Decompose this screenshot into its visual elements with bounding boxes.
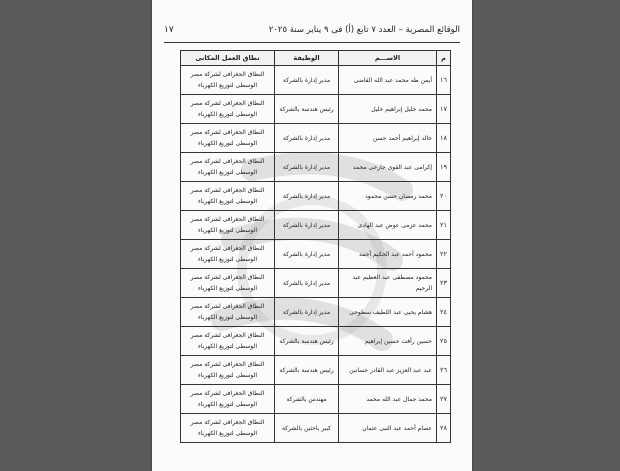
row-name: هشام يحيى عبد اللطيف سطوحى: [339, 298, 437, 327]
table-header-row: [181, 51, 451, 66]
document-page: [152, 0, 472, 471]
table-row: [181, 356, 451, 385]
row-job: رئيس هندسة بالشركة: [275, 95, 339, 124]
row-job: مدير إدارة بالشركة: [275, 240, 339, 269]
row-name: عبد عبد العزيز عبد القادر حسانين: [339, 356, 437, 385]
row-scope: النطاق الجغرافى لشركة مصر الوسطى لتوزيع الكهرباء: [181, 211, 275, 240]
gazette-title: الوقائع المصرية – العدد ٧ تابع (أ) فى ٩ يناير سنة ٢٠٢٥: [268, 25, 460, 35]
table-row: [181, 153, 451, 182]
row-number: ٢٠: [437, 182, 451, 211]
table-row: [181, 66, 451, 95]
table-row: [181, 327, 451, 356]
row-number: ١٨: [437, 124, 451, 153]
row-number: ١٦: [437, 66, 451, 95]
row-job: مدير إدارة بالشركة: [275, 182, 339, 211]
row-job: مهندس بالشركة: [275, 385, 339, 414]
row-number: ٢٦: [437, 356, 451, 385]
row-scope: النطاق الجغرافى لشركة مصر الوسطى لتوزيع الكهرباء: [181, 298, 275, 327]
row-job: مدير إدارة بالشركة: [275, 124, 339, 153]
row-number: ٢٨: [437, 414, 451, 443]
row-scope: النطاق الجغرافى لشركة مصر الوسطى لتوزيع الكهرباء: [181, 124, 275, 153]
row-name: محمد خليل إبراهيم خليل: [339, 95, 437, 124]
header-name: الاســـم: [339, 51, 437, 66]
row-job: رئيس هندسة بالشركة: [275, 327, 339, 356]
page-header: [164, 22, 460, 38]
row-scope: النطاق الجغرافى لشركة مصر الوسطى لتوزيع الكهرباء: [181, 240, 275, 269]
row-scope: النطاق الجغرافى لشركة مصر الوسطى لتوزيع الكهرباء: [181, 95, 275, 124]
row-name: محمد عزمى عوض عبد الهادى: [339, 211, 437, 240]
row-number: ٢٢: [437, 240, 451, 269]
header-rule: [164, 42, 460, 43]
row-job: مدير إدارة بالشركة: [275, 153, 339, 182]
header-number: م: [437, 51, 451, 66]
row-scope: النطاق الجغرافى لشركة مصر الوسطى لتوزيع الكهرباء: [181, 269, 275, 298]
table-row: [181, 269, 451, 298]
row-number: ٢٥: [437, 327, 451, 356]
row-scope: النطاق الجغرافى لشركة مصر الوسطى لتوزيع الكهرباء: [181, 414, 275, 443]
table-row: [181, 211, 451, 240]
row-scope: النطاق الجغرافى لشركة مصر الوسطى لتوزيع الكهرباء: [181, 66, 275, 95]
row-job: كبير باحثين بالشركة: [275, 414, 339, 443]
page-number: ١٧: [164, 25, 174, 35]
row-scope: النطاق الجغرافى لشركة مصر الوسطى لتوزيع الكهرباء: [181, 153, 275, 182]
row-name: عصام أحمد عبد النبى عثمان: [339, 414, 437, 443]
table-row: [181, 385, 451, 414]
row-number: ١٧: [437, 95, 451, 124]
row-name: محمود مصطفى عبد العظيم عبد الرحيم: [339, 269, 437, 298]
table-row: [181, 414, 451, 443]
row-number: ٢١: [437, 211, 451, 240]
row-name: خالد إبراهيم أحمد حسن: [339, 124, 437, 153]
row-scope: النطاق الجغرافى لشركة مصر الوسطى لتوزيع الكهرباء: [181, 182, 275, 211]
table-row: [181, 298, 451, 327]
table-row: [181, 182, 451, 211]
row-number: ١٩: [437, 153, 451, 182]
row-name: أيمن طه محمد عبد الله القاضى: [339, 66, 437, 95]
table-row: [181, 95, 451, 124]
table-row: [181, 124, 451, 153]
row-name: إكرامى عبد القوى جارحى محمد: [339, 153, 437, 182]
row-job: مدير إدارة بالشركة: [275, 298, 339, 327]
row-name: محمود أحمد عبد الحكيم أحمد: [339, 240, 437, 269]
row-name: حسين رأفت حسين إبراهيم: [339, 327, 437, 356]
row-job: مدير إدارة بالشركة: [275, 211, 339, 240]
row-name: محمد جمال عبد الله محمد: [339, 385, 437, 414]
table-row: [181, 240, 451, 269]
row-name: محمد رمضان حسن محمود: [339, 182, 437, 211]
row-scope: النطاق الجغرافى لشركة مصر الوسطى لتوزيع الكهرباء: [181, 385, 275, 414]
row-scope: النطاق الجغرافى لشركة مصر الوسطى لتوزيع الكهرباء: [181, 356, 275, 385]
row-scope: النطاق الجغرافى لشركة مصر الوسطى لتوزيع الكهرباء: [181, 327, 275, 356]
row-number: ٢٧: [437, 385, 451, 414]
header-scope: نطاق العمل المكانى: [181, 51, 275, 66]
row-number: ٢٣: [437, 269, 451, 298]
row-job: رئيس هندسة بالشركة: [275, 356, 339, 385]
row-job: مدير إدارة بالشركة: [275, 66, 339, 95]
row-job: مدير إدارة بالشركة: [275, 269, 339, 298]
header-job: الوظيفة: [275, 51, 339, 66]
row-number: ٢٤: [437, 298, 451, 327]
appointments-table: [180, 50, 451, 443]
